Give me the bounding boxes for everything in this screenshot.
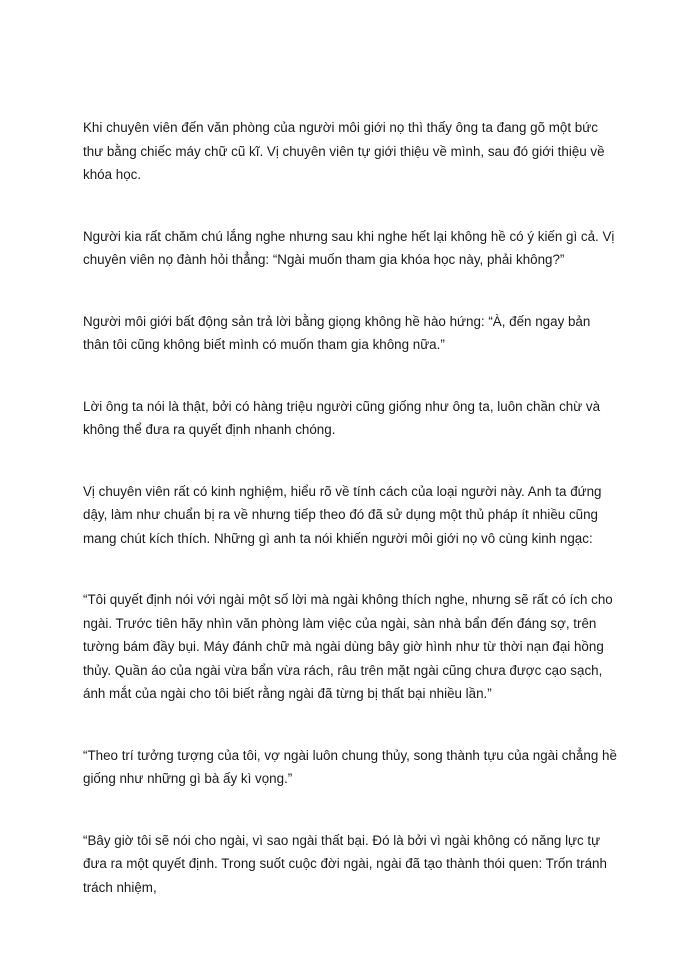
paragraph-1: Khi chuyên viên đến văn phòng của người môi giới nọ thì thấy ông ta đang gõ một bức thư bằng chiếc máy chữ cũ kĩ. Vị chuyên viên tự giới thiệu về mình, sau đó giới thiệu về khóa học. (83, 120, 605, 182)
paragraph-7: “Theo trí tưởng tượng của tôi, vợ ngài luôn chung thủy, song thành tựu của ngài chẳng hề giống như những gì bà ấy kì vọng.” (83, 747, 617, 786)
paragraph-8: “Bây giờ tôi sẽ nói cho ngài, vì sao ngài thất bại. Đó là bởi vì ngài không có năng lực tự đưa ra một quyết định. Trong suốt cuộc đời ngài, ngài đã tạo thành thói quen: Trốn tránh trách nhiệm, (83, 832, 607, 895)
paragraph-6: “Tôi quyết định nói với ngài một số lời mà ngài không thích nghe, nhưng sẽ rất có ích cho ngài. Trước tiên hãy nhìn văn phòng làm việc của ngài, sàn nhà bẩn đến đáng sợ, trên tường bám đầy bụi. Máy đánh chữ mà ngài dùng bây giờ hình như từ thời nạn đại hồng thủy. Quần áo của ngài vừa bẩn vừa rách, râu trên mặt ngài cũng chưa được cạo sạch, ánh mắt của ngài cho tôi biết rằng ngài đã từng bị thất bại nhiều lần.” (83, 592, 613, 701)
paragraph-2: Người kia rất chăm chú lắng nghe nhưng sau khi nghe hết lại không hề có ý kiến gì cả. Vị chuyên viên nọ đành hỏi thẳng: “Ngài muốn tham gia khóa học này, phải không?” (83, 228, 615, 267)
document-body (83, 116, 617, 937)
paragraph-3: Người môi giới bất động sản trả lời bằng giọng không hề hào hứng: “À, đến ngay bản thân tôi cũng không biết mình có muốn tham gia không nữa.” (83, 313, 591, 352)
paragraph-5: Vị chuyên viên rất có kinh nghiệm, hiểu rõ về tính cách của loại người này. Anh ta đứng dậy, làm như chuẩn bị ra về nhưng tiếp theo đó đã sử dụng một thủ pháp ít nhiều cũng mang chút kích thích. Những gì anh ta nói khiến người môi giới nọ vô cùng kinh ngạc: (83, 483, 602, 546)
paragraph-4: Lời ông ta nói là thật, bởi có hàng triệu người cũng giống như ông ta, luôn chần chừ và không thể đưa ra quyết định nhanh chóng. (83, 398, 601, 437)
